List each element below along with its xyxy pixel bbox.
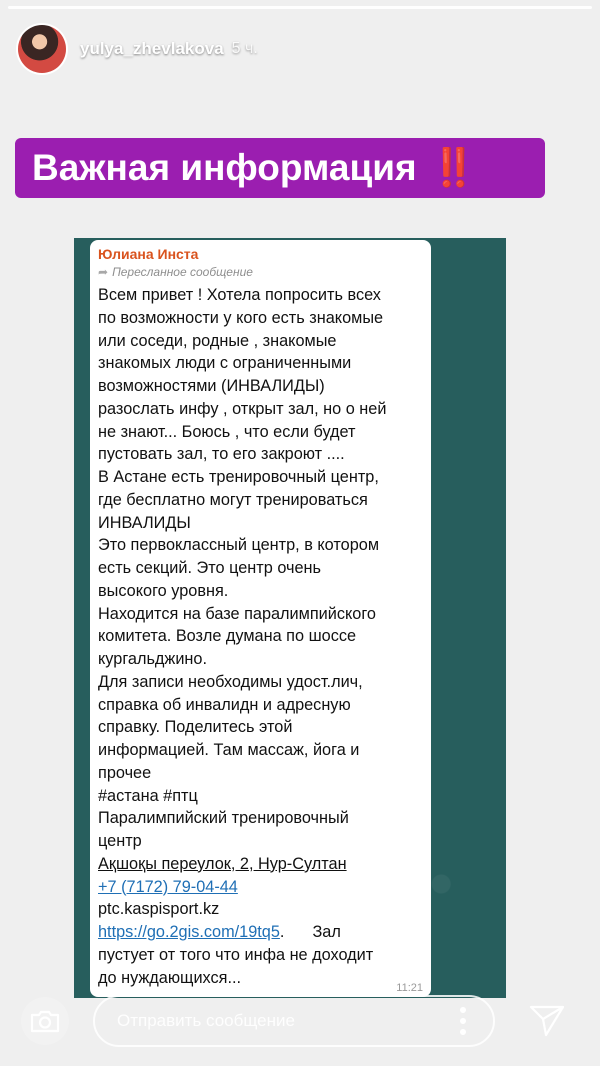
2gis-link[interactable]: https://go.2gis.com/19tq5 [98,923,280,941]
message-line: возможностями (ИНВАЛИДЫ) [98,377,325,395]
reply-input[interactable] [93,995,495,1047]
phone-link[interactable]: +7 (7172) 79-04-44 [98,877,238,896]
message-line: есть секций. Это центр очень [98,559,322,577]
message-line: ИНВАЛИДЫ [98,513,191,532]
story-progress-bar [8,6,592,9]
message-line: где бесплатно могут тренироваться [98,490,368,509]
forward-arrow-icon: ➦ [98,265,109,279]
message-line: комитета. Возле думана по шоссе [98,627,357,646]
message-time: 11:21 [396,982,423,994]
message-line: Паралимпийский тренировочный [98,809,349,828]
message-line: справку. Поделитесь этой [98,718,293,737]
message-line: высокого уровня. [98,581,229,600]
message-line: разослать инфу , открыт зал, но о ней [98,399,387,418]
message-line: до нуждающихся... [98,968,242,987]
more-vertical-icon[interactable] [459,1006,467,1036]
message-line: В Астане есть тренировочный центр, [98,468,379,486]
message-line: по возможности у кого есть знакомые [98,308,384,327]
message-line: или соседи, родные , знакомые [98,331,337,350]
message-line: справка об инвалидн и адресную [98,695,351,714]
message-line: кургальджино. [98,650,207,668]
forwarded-label [98,265,253,279]
message-body [98,284,428,989]
message-line: прочее [98,763,152,782]
message-text: Зал [312,923,341,941]
post-time: 5 ч. [231,40,258,57]
important-info-banner [15,138,545,198]
send-icon[interactable] [529,1005,565,1037]
message-line: не знают... Боюсь , что если будет [98,422,356,441]
forwarded-message-bubble [90,240,431,997]
message-line: центр [98,832,142,850]
message-sender: Юлиана Инста [98,246,199,262]
avatar[interactable] [18,25,66,73]
message-line: Это первоклассный центр, в котором [98,536,380,555]
message-line: Всем привет ! Хотела попросить всех [98,286,381,304]
username[interactable]: yulya_zhevlakova [80,39,224,58]
camera-button[interactable] [21,997,69,1045]
forwarded-label-text: Пересланное сообщение [112,265,253,279]
message-line: пустует от того что инфа не доходит [98,945,374,964]
message-line: пустовать зал, то его закроют .... [98,445,345,464]
address-link[interactable]: Ақшоқы переулок, 2, Нур-Султан [98,854,347,873]
message-line: Находится на базе паралимпийского [98,604,376,623]
message-line: знакомых люди с ограниченными [98,354,352,373]
website-text: ptc.kaspisport.kz [98,900,220,919]
message-line: #астана #птц [98,786,198,805]
message-line: информацией. Там массаж, йога и [98,741,360,759]
double-exclamation-icon: ‼️ [430,146,471,188]
camera-icon [30,1009,60,1033]
story-header [18,24,258,74]
story-footer [0,990,600,1066]
link-suffix: . [279,923,285,941]
banner-text: Важная информация [32,147,417,188]
message-line: Для записи необходимы удост.лич, [98,672,363,691]
